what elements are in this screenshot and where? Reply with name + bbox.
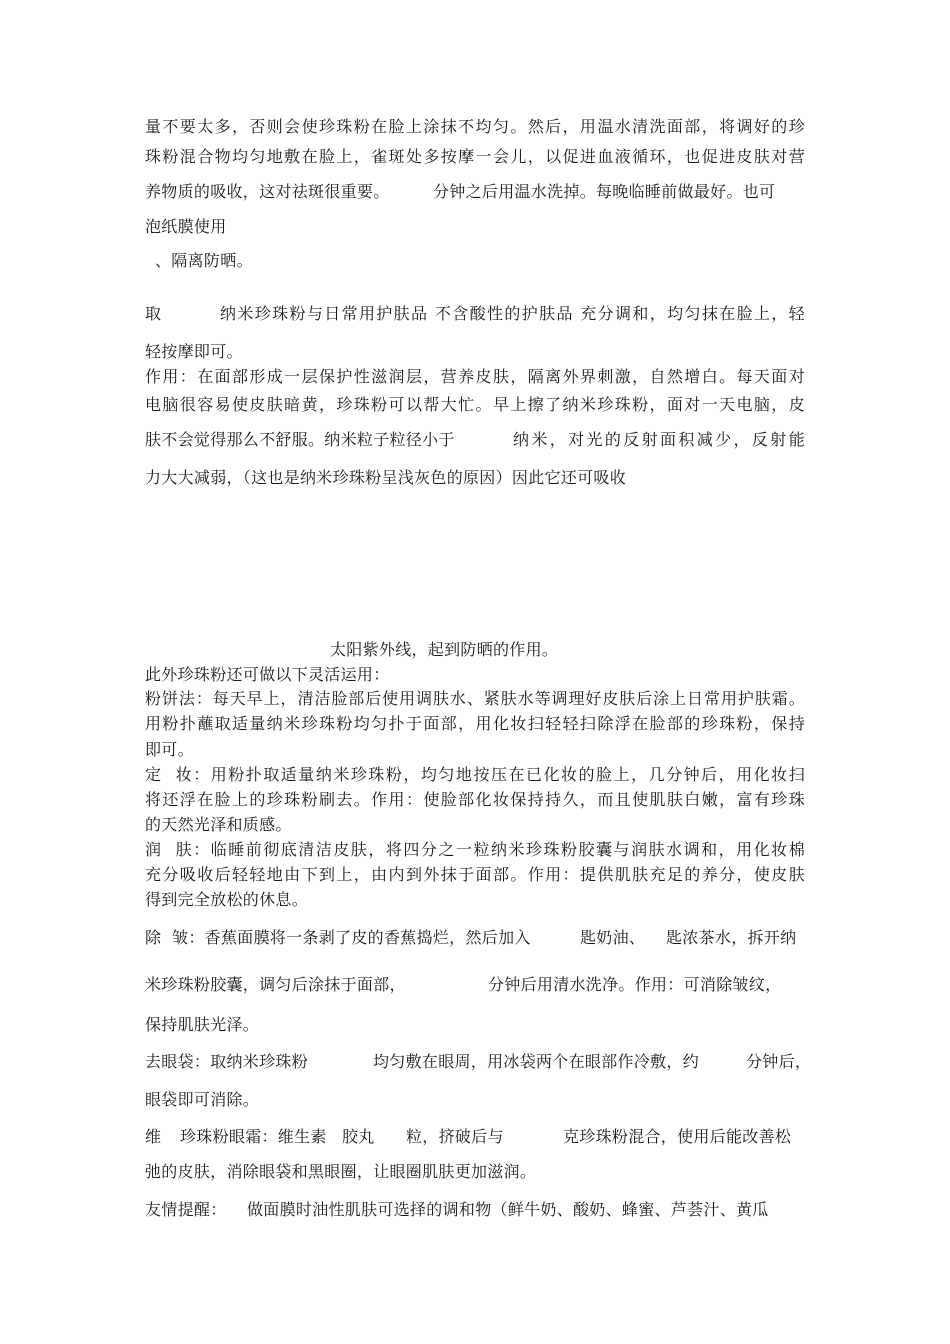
body-text-line: 定 妆：用粉扑取适量纳米珍珠粉，均匀地按压在已化妆的脸上，几分钟后，用化妆扫 — [145, 765, 805, 784]
body-text-line: 珍珠粉眼霜：维生素 — [180, 1127, 327, 1146]
body-text-line: 分钟之后用温水洗掉。每晚临睡前做最好。也可 — [433, 182, 776, 201]
body-text-line: 即可。 — [145, 740, 194, 759]
body-text-line: 将还浮在脸上的珍珠粉刷去。作用：使脸部化妆保持持久，而且使肌肤白嫩，富有珍珠 — [145, 790, 805, 809]
body-text-line: 太阳紫外线，起到防晒的作用。 — [330, 640, 559, 659]
body-text-line: 维 — [145, 1127, 162, 1146]
body-text-line: 纳米，对光的反射面积减少，反射能 — [513, 430, 805, 449]
body-text-line: 分钟后用清水洗净。作用：可消除皱纹， — [488, 975, 782, 994]
body-text-line: 粉饼法：每天早上，清洁脸部后使用调肤水、紧肤水等调理好皮肤后涂上日常用护肤霜。 — [145, 689, 805, 708]
body-text-line: 分钟后， — [746, 1052, 812, 1071]
body-text-line: 用粉扑蘸取适量纳米珍珠粉均匀扑于面部，用化妆扫轻轻扫除浮在脸部的珍珠粉，保持 — [145, 714, 805, 733]
body-text-line: 保持肌肤光泽。 — [145, 1015, 260, 1034]
body-text-line: 纳米珍珠粉与日常用护肤品 不含酸性的护肤品 充分调和，均匀抹在脸上，轻 — [220, 304, 805, 323]
body-text-line: 珠粉混合物均匀地敷在脸上，雀斑处多按摩一会儿，以促进血液循环，也促进皮肤对营 — [145, 147, 805, 166]
body-text-line: 粒，挤破后与 — [406, 1127, 504, 1146]
body-text-line: 电脑很容易使皮肤暗黄，珍珠粉可以帮大忙。早上擦了纳米珍珠粉，面对一天电脑，皮 — [145, 395, 805, 414]
body-text-line: 胶丸 — [342, 1127, 375, 1146]
body-text-line: 眼袋即可消除。 — [145, 1090, 260, 1109]
body-text-line: 此外珍珠粉还可做以下灵活运用： — [145, 665, 390, 684]
body-text-line: 润 肤：临睡前彻底清洁皮肤，将四分之一粒纳米珍珠粉胶囊与润肤水调和，用化妆棉 — [145, 840, 805, 859]
body-text-line: 匙浓茶水，拆开纳 — [666, 928, 797, 947]
body-text-line: 力大大减弱，（这也是纳米珍珠粉呈浅灰色的原因）因此它还可吸收 — [145, 468, 627, 487]
body-text-line: 取 — [145, 304, 162, 323]
body-text-line: 除 皱：香蕉面膜将一条剥了皮的香蕉捣烂，然后加入 — [145, 928, 531, 947]
body-text-line: 得到完全放松的休息。 — [145, 890, 309, 909]
body-text-line: 做面膜时油性肌肤可选择的调和物（鲜牛奶、酸奶、蜂蜜、芦荟汁、黄瓜 — [247, 1200, 769, 1219]
body-text-line: 匙奶油、 — [580, 928, 646, 947]
body-text-line: 量不要太多，否则会使珍珠粉在脸上涂抹不均匀。然后，用温水清洗面部，将调好的珍 — [145, 117, 805, 136]
body-text-line: 轻按摩即可。 — [145, 342, 243, 361]
body-text-line: 弛的皮肤，消除眼袋和黑眼圈，让眼圈肌肤更加滋润。 — [145, 1162, 537, 1181]
body-text-line: 养物质的吸收，这对祛斑很重要。 — [145, 182, 390, 201]
section-heading: 、隔离防晒。 — [155, 251, 253, 270]
body-text-line: 作用：在面部形成一层保护性滋润层，营养皮肤，隔离外界刺激，自然增白。每天面对 — [145, 367, 805, 386]
body-text-line: 泡纸膜使用 — [145, 217, 227, 236]
body-text-line: 克珍珠粉混合，使用后能改善松 — [563, 1127, 792, 1146]
body-text-line: 肤不会觉得那么不舒服。纳米粒子粒径小于 — [145, 430, 455, 449]
body-text-line: 的天然光泽和质感。 — [145, 815, 292, 834]
body-text-line: 均匀敷在眼周，用冰袋两个在眼部作冷敷，约 — [373, 1052, 700, 1071]
body-text-line: 米珍珠粉胶囊，调匀后涂抹于面部， — [145, 975, 406, 994]
tip-label: 友情提醒： — [145, 1200, 227, 1219]
body-text-line: 去眼袋：取纳米珍珠粉 — [145, 1052, 309, 1071]
body-text-line: 充分吸收后轻轻地由下到上，由内到外抹于面部。作用：提供肌肤充足的养分，使皮肤 — [145, 865, 805, 884]
